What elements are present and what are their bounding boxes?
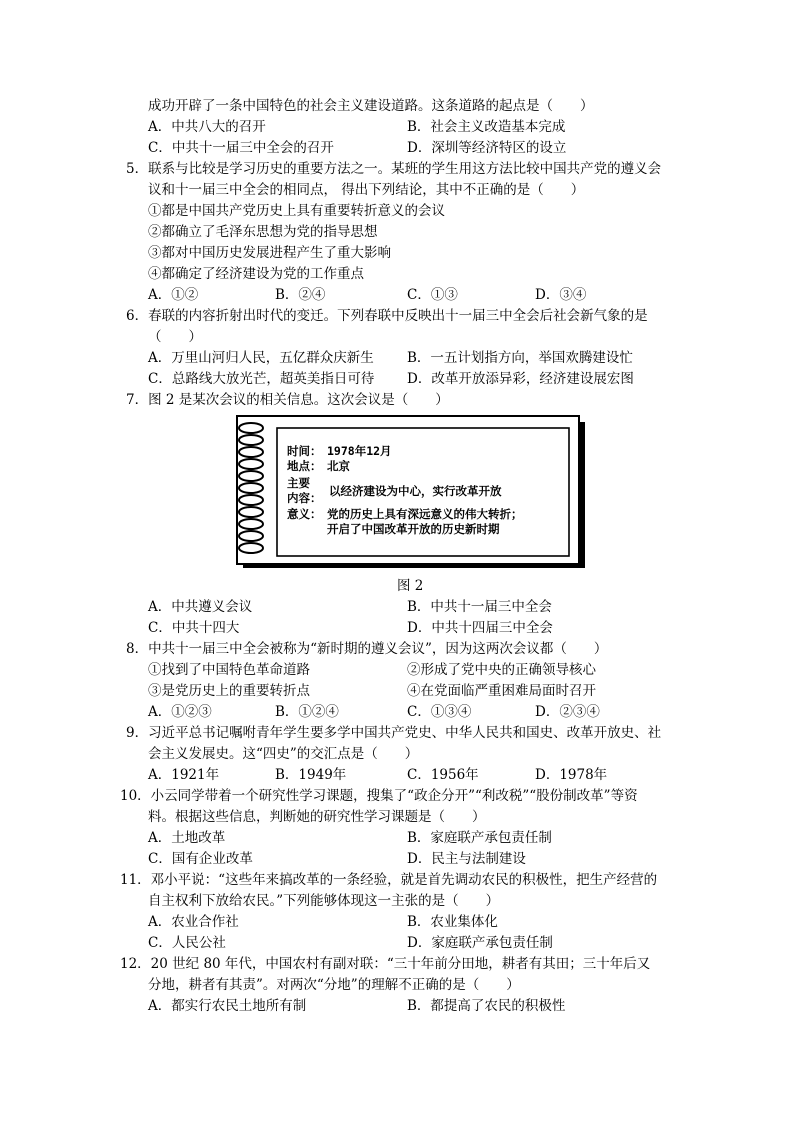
q5-option-d: D．③④ xyxy=(535,287,587,303)
q4-option-b: B．社会主义改造基本完成 xyxy=(407,119,566,135)
q5-statement-3: ③都对中国历史发展进程产生了重大影响 xyxy=(148,245,391,261)
figure-content-label-1: 主要 xyxy=(287,476,310,490)
figure-time-value: 1978年12月 xyxy=(327,444,392,458)
q5-option-b: B．②④ xyxy=(275,287,326,303)
q8-option-c: C．①③④ xyxy=(407,704,472,720)
q4-option-d: D．深圳等经济特区的设立 xyxy=(407,140,567,156)
q12-stem-line-2: 分地，耕者有其责”。对两次“分地”的理解不正确的是（ ） xyxy=(148,977,520,993)
q11-option-d: D．家庭联产承包责任制 xyxy=(407,935,553,951)
q4-option-c: C．中共十一届三中全会的召开 xyxy=(148,140,334,156)
figure-place-label: 地点： xyxy=(287,459,322,473)
figure-content-label-2: 内容： xyxy=(287,491,322,505)
q5-statement-2: ②都确立了毛泽东思想为党的指导思想 xyxy=(148,224,378,240)
q10-option-d: D．民主与法制建设 xyxy=(407,851,526,867)
q4-option-a: A．中共八大的召开 xyxy=(148,119,266,135)
figure-place-value: 北京 xyxy=(327,459,350,473)
q9-option-b: B．1949年 xyxy=(275,767,347,783)
q12-option-a: A．都实行农民土地所有制 xyxy=(148,998,307,1014)
figure-meaning-label: 意义： xyxy=(287,507,322,521)
q5-option-a: A．①② xyxy=(148,287,199,303)
q5-option-c: C．①③ xyxy=(407,287,458,303)
q12-option-b: B．都提高了农民的积极性 xyxy=(407,998,566,1014)
q5-statement-4: ④都确定了经济建设为党的工作重点 xyxy=(148,266,364,282)
notebook-figure xyxy=(229,412,589,572)
q8-stem-line-1: 8．中共十一届三中全会被称为“新时期的遵义会议”，因为这两次会议都（ ） xyxy=(126,641,608,657)
q7-option-b: B．中共十一届三中全会 xyxy=(407,599,552,615)
q6-stem-line-1: 6．春联的内容折射出时代的变迁。下列春联中反映出十一届三中全会后社会新气象的是 xyxy=(126,308,648,324)
q5-stem-line-1: 5．联系与比较是学习历史的重要方法之一。某班的学生用这方法比较中国共产党的遵义会 xyxy=(126,161,662,177)
q10-option-a: A．土地改革 xyxy=(148,830,226,846)
q10-stem-line-1: 10．小云同学带着一个研究性学习课题，搜集了“政企分开”“利改税”“股份制改革”等资 xyxy=(120,788,638,804)
q6-option-d: D．改革开放添异彩，经济建设展宏图 xyxy=(407,371,634,387)
figure-caption: 图 2 xyxy=(397,578,424,594)
q8-option-a: A．①②③ xyxy=(148,704,212,720)
q10-stem-line-2: 料。根据这些信息，判断她的研究性学习课题是（ ） xyxy=(148,809,486,825)
q8-option-d: D．②③④ xyxy=(535,704,600,720)
q11-option-b: B．农业集体化 xyxy=(407,914,498,930)
q8-statement-1: ①找到了中国特色革命道路 xyxy=(148,662,310,678)
q9-option-d: D．1978年 xyxy=(535,767,608,783)
figure-content-value: 以经济建设为中心，实行改革开放 xyxy=(329,484,502,498)
q9-stem-line-2: 会主义发展史。这“四史”的交汇点是（ ） xyxy=(148,746,419,762)
q6-option-a: A．万里山河归人民，五亿群众庆新生 xyxy=(148,350,374,366)
q5-stem-line-2: 议和十一届三中全会的相同点， 得出下列结论，其中不正确的是（ ） xyxy=(148,182,585,198)
q11-stem-line-2: 自主权利下放给农民。”下列能够体现这一主张的是（ ） xyxy=(148,893,500,909)
q12-stem-line-1: 12．20 世纪 80 年代，中国农村有副对联：“三十年前分田地，耕者有其田；三十年后又 xyxy=(120,956,651,972)
figure-time-label: 时间： xyxy=(287,444,322,458)
q9-option-a: A．1921年 xyxy=(148,767,220,783)
q11-option-c: C．人民公社 xyxy=(148,935,226,951)
q7-option-d: D．中共十四届三中全会 xyxy=(407,620,553,636)
q8-statement-3: ③是党历史上的重要转折点 xyxy=(148,683,310,699)
q11-option-a: A．农业合作社 xyxy=(148,914,239,930)
q9-stem-line-1: 9．习近平总书记嘱咐青年学生要多学中国共产党史、中华人民共和国史、改革开放史、社 xyxy=(126,725,662,741)
q8-option-b: B．①②④ xyxy=(275,704,339,720)
q7-option-c: C．中共十四大 xyxy=(148,620,240,636)
q8-statement-4: ④在党面临严重困难局面时召开 xyxy=(407,683,596,699)
q7-stem-line-1: 7．图 2 是某次会议的相关信息。这次会议是（ ） xyxy=(126,392,449,408)
q11-stem-line-1: 11．邓小平说：“这些年来搞改革的一条经验，就是首先调动农民的积极性，把生产经营的 xyxy=(120,872,658,888)
q7-option-a: A．中共遵义会议 xyxy=(148,599,253,615)
q6-option-b: B．一五计划指方向，举国欢腾建设忙 xyxy=(407,350,633,366)
q9-option-c: C．1956年 xyxy=(407,767,479,783)
q8-statement-2: ②形成了党中央的正确领导核心 xyxy=(407,662,596,678)
q6-stem-line-2: （ ） xyxy=(148,329,202,345)
figure-meaning-value-2: 开启了中国改革开放的历史新时期 xyxy=(327,522,500,536)
q10-option-c: C．国有企业改革 xyxy=(148,851,253,867)
q10-option-b: B．家庭联产承包责任制 xyxy=(407,830,552,846)
q5-statement-1: ①都是中国共产党历史上具有重要转折意义的会议 xyxy=(148,203,445,219)
q4-stem-line: 成功开辟了一条中国特色的社会主义建设道路。这条道路的起点是（ ） xyxy=(148,98,594,114)
q6-option-c: C．总路线大放光芒，超英美指日可待 xyxy=(148,371,375,387)
figure-meaning-value-1: 党的历史上具有深远意义的伟大转折； xyxy=(327,507,523,521)
